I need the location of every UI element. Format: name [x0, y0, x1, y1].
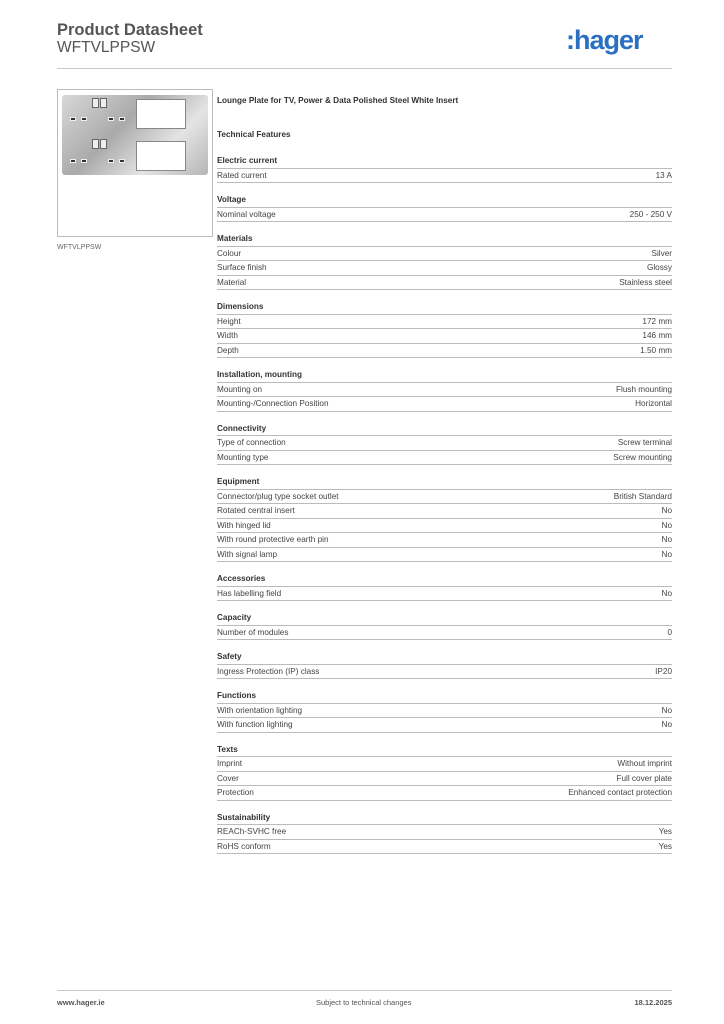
footer-date: 18.12.2025: [634, 998, 672, 1007]
spec-row: [217, 208, 672, 223]
section-heading: Voltage: [217, 193, 672, 208]
spec-row: [217, 519, 672, 534]
spec-row: [217, 548, 672, 563]
spec-label: Material: [217, 277, 247, 287]
page-title: Product Datasheet: [57, 21, 203, 39]
spec-section: [217, 611, 672, 640]
spec-row: [217, 169, 672, 184]
spec-value: Flush mounting: [616, 384, 672, 394]
section-heading: Texts: [217, 743, 672, 758]
section-heading: Installation, mounting: [217, 368, 672, 383]
spec-label: With round protective earth pin: [217, 535, 329, 544]
spec-label: Surface finish: [217, 263, 267, 272]
spec-row: [217, 451, 672, 466]
spec-value: No: [661, 535, 672, 544]
spec-label: Mounting-/Connection Position: [217, 399, 329, 408]
footer-notice: Subject to technical changes: [316, 998, 412, 1007]
spec-row: [217, 772, 672, 787]
spec-value: 13 A: [655, 170, 672, 180]
spec-row: [217, 704, 672, 719]
section-heading: Electric current: [217, 154, 672, 169]
spec-value: Yes: [658, 827, 672, 836]
spec-value: No: [661, 720, 672, 729]
spec-section: [217, 368, 672, 412]
spec-value: IP20: [655, 666, 672, 676]
product-name: Lounge Plate for TV, Power & Data Polished Steel White Insert: [217, 96, 459, 105]
spec-row: [217, 247, 672, 262]
spec-section: [217, 650, 672, 679]
spec-label: Type of connection: [217, 438, 286, 447]
section-heading: Capacity: [217, 611, 672, 626]
spec-row: [217, 329, 672, 344]
footer-divider: [57, 990, 672, 991]
spec-section: [217, 475, 672, 562]
spec-label: REACh-SVHC free: [217, 827, 287, 836]
spec-value: Without imprint: [617, 759, 672, 768]
image-caption: WFTVLPPSW: [57, 244, 102, 251]
product-code: WFTVLPPSW: [57, 39, 156, 56]
spec-label: With orientation lighting: [217, 705, 303, 715]
spec-section: [217, 689, 672, 733]
spec-section: [217, 743, 672, 801]
spec-label: RoHS conform: [217, 841, 271, 851]
spec-value: 1.50 mm: [640, 345, 672, 355]
product-image: [57, 89, 213, 237]
spec-label: Rated current: [217, 170, 267, 180]
spec-value: 0: [667, 627, 672, 637]
hager-logo: :hager: [566, 25, 643, 55]
spec-label: With hinged lid: [217, 520, 271, 530]
section-heading: Equipment: [217, 475, 672, 490]
spec-section: [217, 232, 672, 290]
section-heading: Accessories: [217, 572, 672, 587]
spec-label: Cover: [217, 773, 239, 783]
lounge-plate-picture: [62, 95, 208, 175]
spec-row: [217, 786, 672, 801]
spec-value: 250 - 250 V: [629, 209, 672, 219]
spec-label: Height: [217, 316, 241, 326]
section-heading: Dimensions: [217, 300, 672, 315]
section-heading: Sustainability: [217, 811, 672, 826]
spec-row: [217, 718, 672, 733]
spec-value: No: [661, 506, 672, 515]
spec-label: Mounting on: [217, 384, 263, 394]
spec-label: Depth: [217, 345, 239, 355]
spec-label: Ingress Protection (IP) class: [217, 666, 320, 676]
spec-label: Colour: [217, 248, 242, 258]
spec-row: [217, 436, 672, 451]
spec-row: [217, 397, 672, 412]
spec-label: Has labelling field: [217, 588, 282, 598]
spec-label: With signal lamp: [217, 549, 278, 559]
spec-value: Glossy: [646, 263, 672, 272]
spec-content: [217, 96, 672, 854]
spec-value: Silver: [651, 248, 672, 258]
header-divider: [57, 68, 672, 69]
spec-label: Imprint: [217, 759, 243, 768]
spec-row: [217, 261, 672, 276]
spec-row: [217, 504, 672, 519]
spec-label: Mounting type: [217, 452, 269, 462]
spec-section: [217, 154, 672, 183]
spec-section: [217, 193, 672, 222]
spec-section: [217, 811, 672, 855]
spec-label: Number of modules: [217, 627, 289, 637]
spec-value: Horizontal: [635, 399, 672, 408]
spec-row: [217, 490, 672, 505]
spec-row: [217, 757, 672, 772]
spec-row: [217, 315, 672, 330]
spec-row: [217, 825, 672, 840]
spec-row: [217, 587, 672, 602]
section-heading: Connectivity: [217, 422, 672, 437]
features-title: Technical Features: [217, 130, 291, 139]
section-heading: Safety: [217, 650, 672, 665]
section-heading: Materials: [217, 232, 672, 247]
spec-row: [217, 533, 672, 548]
spec-value: Full cover plate: [616, 773, 672, 783]
spec-label: Protection: [217, 788, 254, 797]
spec-label: Width: [217, 331, 238, 340]
spec-section: [217, 300, 672, 358]
spec-value: 172 mm: [642, 316, 672, 326]
spec-value: Yes: [658, 841, 672, 851]
spec-value: British Standard: [613, 491, 672, 501]
section-heading: Functions: [217, 689, 672, 704]
footer-website[interactable]: www.hager.ie: [57, 998, 105, 1007]
spec-section: [217, 572, 672, 601]
spec-value: 146 mm: [642, 331, 672, 340]
spec-value: Screw terminal: [617, 438, 672, 447]
spec-value: No: [661, 705, 672, 715]
spec-row: [217, 665, 672, 680]
spec-value: No: [661, 588, 672, 598]
spec-label: Rotated central insert: [217, 506, 295, 515]
spec-label: Nominal voltage: [217, 209, 276, 219]
spec-label: Connector/plug type socket outlet: [217, 491, 339, 501]
spec-label: With function lighting: [217, 720, 293, 729]
spec-section: [217, 422, 672, 466]
spec-row: [217, 383, 672, 398]
spec-value: No: [661, 520, 672, 530]
spec-row: [217, 626, 672, 641]
spec-row: [217, 344, 672, 359]
spec-value: Screw mounting: [613, 452, 672, 462]
spec-value: Enhanced contact protection: [568, 788, 672, 797]
spec-row: [217, 840, 672, 855]
spec-value: Stainless steel: [619, 277, 672, 287]
spec-value: No: [661, 549, 672, 559]
spec-row: [217, 276, 672, 291]
